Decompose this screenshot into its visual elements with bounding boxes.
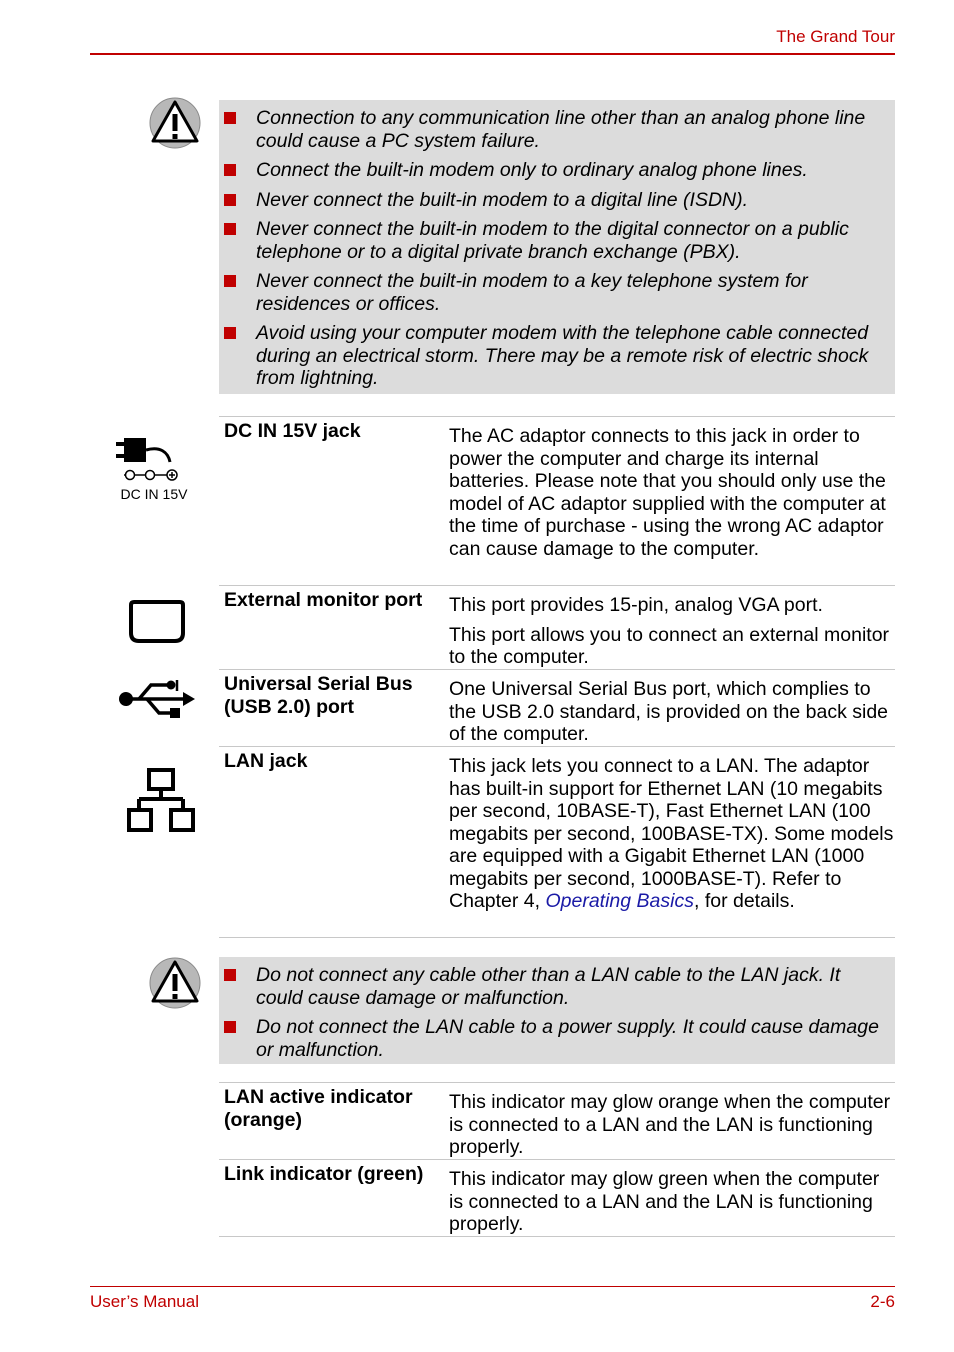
table-row-lan <box>219 746 895 938</box>
footer-manual-name: User’s Manual <box>90 1292 199 1311</box>
caution-item: Connect the built-in modem only to ordinary analog phone lines. <box>219 159 887 182</box>
monitor-port-icon <box>128 599 186 645</box>
footer-rule <box>90 1286 895 1287</box>
term-dc-in: DC IN 15V jack <box>224 420 361 442</box>
bullet-square-icon <box>224 164 236 176</box>
desc-monitor: This port provides 15-pin, analog VGA port. This port allows you to connect an external monitor to the computer. <box>449 594 890 668</box>
caution-item: Avoid using your computer modem with the telephone cable connected during an electrical storm. There may be a remote risk of electric shock from lightning. <box>219 322 887 390</box>
usb-icon <box>117 677 197 721</box>
caution-item: Connection to any communication line other than an analog phone line could cause a PC system failure. <box>219 107 887 152</box>
desc-lan: This jack lets you connect to a LAN. The adaptor has built-in support for Ethernet LAN (10 megabits per second, 10BASE-T), Fast Ethernet LAN (100 megabits per second, 100BASE-TX). Some models are equipped with a Gigabit Ethernet LAN (1000 megabits per second, 1000BASE-T). Refer to Chapter 4, Operating Basics, for details. <box>449 755 894 912</box>
caution-item: Never connect the built-in modem to a digital line (ISDN). <box>219 189 887 212</box>
term-lan: LAN jack <box>224 750 308 772</box>
ports-table <box>219 416 895 938</box>
bullet-square-icon <box>224 275 236 287</box>
caution-box-lan <box>219 957 895 1064</box>
desc-usb: One Universal Serial Bus port, which complies to the USB 2.0 standard, is provided on the back side of the computer. <box>449 678 889 745</box>
bullet-square-icon <box>224 112 236 124</box>
bullet-square-icon <box>224 223 236 235</box>
caution-item: Never connect the built-in modem to the digital connector on a public telephone or to a digital private branch exchange (PBX). <box>219 218 887 263</box>
bullet-square-icon <box>224 327 236 339</box>
table-row-link <box>219 1159 895 1237</box>
caution-box-modem <box>219 100 895 394</box>
running-header-title: The Grand Tour <box>776 27 895 46</box>
caution-item: Do not connect the LAN cable to a power supply. It could cause damage or malfunction. <box>219 1016 887 1061</box>
caution-item: Never connect the built-in modem to a key telephone system for residences or offices. <box>219 270 887 315</box>
dc-in-icon-label: DC IN 15V <box>120 486 188 502</box>
desc-lan-active: This indicator may glow orange when the computer is connected to a LAN and the LAN is functioning properly. <box>449 1091 891 1158</box>
bullet-square-icon <box>224 969 236 981</box>
header-rule <box>90 53 895 55</box>
lan-icon <box>126 767 196 835</box>
table-row-usb <box>219 669 895 746</box>
term-usb: Universal Serial Bus (USB 2.0) port <box>224 673 413 718</box>
table-row-dc-in <box>219 416 895 585</box>
operating-basics-link[interactable]: Operating Basics <box>545 890 694 912</box>
desc-dc-in: The AC adaptor connects to this jack in order to power the computer and charge its internal batteries. Please note that you should only use the model of AC adaptor supplied with the computer at the time of purchase - using the wrong AC adaptor can cause damage to the computer. <box>449 425 886 560</box>
desc-link: This indicator may glow green when the computer is connected to a LAN and the LAN is functioning properly. <box>449 1168 880 1235</box>
term-lan-active: LAN active indicator (orange) <box>224 1086 413 1131</box>
caution-item: Do not connect any cable other than a LAN cable to the LAN jack. It could cause damage or malfunction. <box>219 964 887 1009</box>
bullet-square-icon <box>224 1021 236 1033</box>
footer-page-number: 2-6 <box>870 1292 895 1311</box>
bullet-square-icon <box>224 194 236 206</box>
warning-icon <box>149 97 201 149</box>
table-row-lan-active <box>219 1082 895 1159</box>
warning-icon <box>149 957 201 1009</box>
term-link: Link indicator (green) <box>224 1163 424 1185</box>
indicators-table <box>219 1082 895 1237</box>
term-monitor: External monitor port <box>224 589 423 611</box>
table-row-monitor <box>219 585 895 669</box>
